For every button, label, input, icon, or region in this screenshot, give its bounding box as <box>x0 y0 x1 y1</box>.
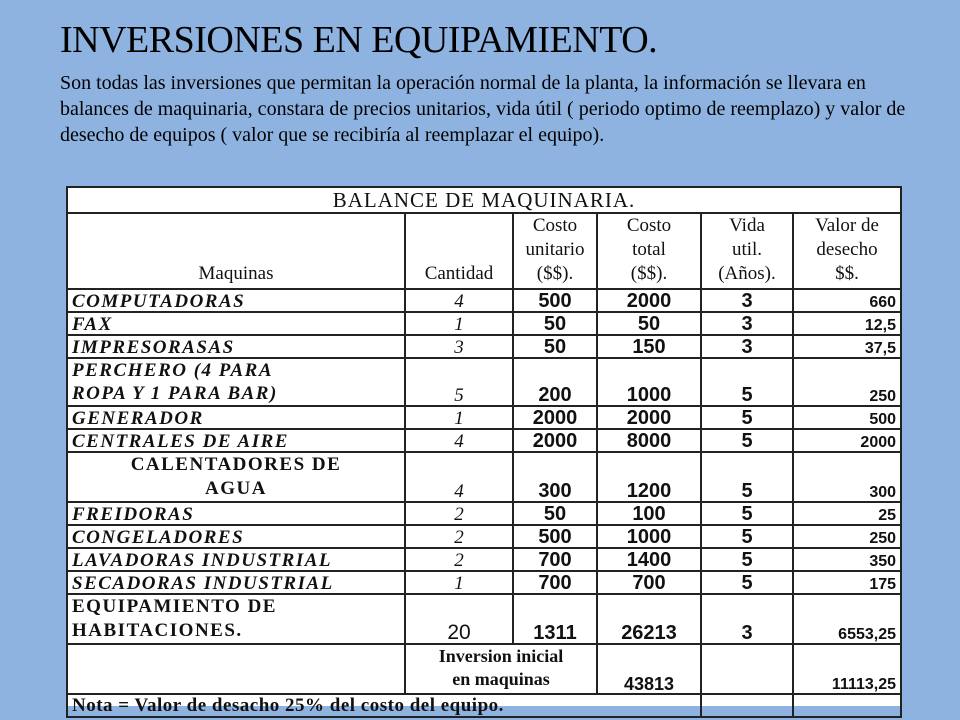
page-title: INVERSIONES EN EQUIPAMIENTO. <box>60 19 658 61</box>
total-cost-cell: 1000 <box>597 358 701 406</box>
salvage-value-cell: 500 <box>793 406 901 429</box>
salvage-value-cell: 12,5 <box>793 312 901 335</box>
quantity-cell: 2 <box>405 548 513 571</box>
useful-life-cell: 5 <box>701 571 793 594</box>
unit-cost-cell: 700 <box>513 548 597 571</box>
summary-empty-cell <box>701 644 793 694</box>
unit-cost-cell: 50 <box>513 502 597 525</box>
header-line: ($$). <box>630 263 668 284</box>
unit-cost-cell: 200 <box>513 358 597 406</box>
header-maquinas: Maquinas <box>67 213 405 289</box>
machine-name <box>67 594 405 644</box>
useful-life-cell: 5 <box>701 429 793 452</box>
table-row <box>67 502 901 525</box>
summary-empty-cell <box>67 644 405 694</box>
table-caption: BALANCE DE MAQUINARIA. <box>67 187 901 213</box>
total-cost-cell: 2000 <box>597 406 701 429</box>
quantity-cell: 4 <box>405 452 513 502</box>
unit-cost-cell: 1311 <box>513 594 597 644</box>
table-row <box>67 525 901 548</box>
unit-cost-cell: 2000 <box>513 406 597 429</box>
unit-cost-cell: 2000 <box>513 429 597 452</box>
salvage-value-cell: 175 <box>793 571 901 594</box>
quantity-cell: 5 <box>405 358 513 406</box>
quantity-cell: 4 <box>405 429 513 452</box>
useful-life-cell: 3 <box>701 289 793 312</box>
salvage-value-cell: 6553,25 <box>793 594 901 644</box>
table-row <box>67 571 901 594</box>
salvage-value-cell: 250 <box>793 358 901 406</box>
quantity-cell: 4 <box>405 289 513 312</box>
total-cost-cell: 2000 <box>597 289 701 312</box>
total-cost-cell: 50 <box>597 312 701 335</box>
useful-life-cell: 5 <box>701 358 793 406</box>
description-text: Son todas las inversiones que permitan la operación normal de la planta, la información se llevara en balances de maquinaria, constara de precios unitarios, vida útil ( periodo optimo de reemplazo) y valor de desecho de equipos ( valor que se recibiría al reemplazar el equipo). <box>60 72 906 146</box>
table-row <box>67 312 901 335</box>
header-costo-unitario <box>513 213 597 289</box>
header-line: Valor de <box>815 215 879 236</box>
total-cost-cell: 1200 <box>597 452 701 502</box>
useful-life-cell: 5 <box>701 452 793 502</box>
machine-name: FREIDORAS <box>67 502 405 525</box>
header-line: desecho <box>816 239 878 260</box>
unit-cost-cell: 50 <box>513 335 597 358</box>
machine-name: CENTRALES DE AIRE <box>67 429 405 452</box>
total-cost-cell: 8000 <box>597 429 701 452</box>
table-row <box>67 289 901 312</box>
salvage-value-cell: 300 <box>793 452 901 502</box>
useful-life-cell: 5 <box>701 548 793 571</box>
quantity-cell: 2 <box>405 525 513 548</box>
machine-name-line: EQUIPAMIENTO DE <box>72 596 277 617</box>
machine-name: GENERADOR <box>67 406 405 429</box>
machine-name-line: AGUA <box>205 478 267 499</box>
note-empty-cell <box>701 694 793 717</box>
total-cost-cell: 1400 <box>597 548 701 571</box>
salvage-value-cell: 660 <box>793 289 901 312</box>
quantity-cell: 3 <box>405 335 513 358</box>
machine-name-line: HABITACIONES. <box>72 620 243 641</box>
header-line: ($$). <box>536 263 574 284</box>
unit-cost-cell: 300 <box>513 452 597 502</box>
salvage-value-cell: 250 <box>793 525 901 548</box>
header-line: util. <box>731 239 763 260</box>
machine-name: FAX <box>67 312 405 335</box>
unit-cost-cell: 500 <box>513 525 597 548</box>
header-valor-desecho <box>793 213 901 289</box>
total-cost-cell: 100 <box>597 502 701 525</box>
header-line: total <box>632 239 666 260</box>
summary-total-cost: 43813 <box>597 644 701 694</box>
header-costo-total <box>597 213 701 289</box>
machine-name-line: CALENTADORES DE <box>130 454 342 475</box>
quantity-cell: 1 <box>405 406 513 429</box>
table-row <box>67 548 901 571</box>
useful-life-cell: 3 <box>701 594 793 644</box>
table-row <box>67 406 901 429</box>
total-cost-cell: 1000 <box>597 525 701 548</box>
salvage-value-cell: 37,5 <box>793 335 901 358</box>
table-row <box>67 429 901 452</box>
salvage-value-cell: 350 <box>793 548 901 571</box>
table-note: Nota = Valor de desacho 25% del costo del equipo. <box>67 694 701 717</box>
machine-name: IMPRESORASAS <box>67 335 405 358</box>
salvage-value-cell: 2000 <box>793 429 901 452</box>
header-cantidad: Cantidad <box>405 213 513 289</box>
table-row <box>67 335 901 358</box>
quantity-cell: 1 <box>405 312 513 335</box>
note-row <box>67 694 901 717</box>
total-cost-cell: 700 <box>597 571 701 594</box>
header-line: Costo <box>532 215 578 236</box>
machine-name <box>67 358 405 406</box>
machinery-balance-table <box>66 186 900 716</box>
useful-life-cell: 5 <box>701 502 793 525</box>
machine-name: COMPUTADORAS <box>67 289 405 312</box>
salvage-value-cell: 25 <box>793 502 901 525</box>
header-line: (Años). <box>718 263 776 284</box>
note-empty-cell <box>793 694 901 717</box>
summary-label-line: en maquinas <box>452 669 550 689</box>
summary-row <box>67 644 901 694</box>
header-vida-util <box>701 213 793 289</box>
summary-label <box>405 644 597 694</box>
machine-name-line: PERCHERO (4 PARA <box>72 360 274 381</box>
header-line: $$. <box>835 263 859 284</box>
quantity-cell: 2 <box>405 502 513 525</box>
header-line: unitario <box>525 239 585 260</box>
useful-life-cell: 5 <box>701 525 793 548</box>
summary-salvage-total: 11113,25 <box>793 644 901 694</box>
machine-name: LAVADORAS INDUSTRIAL <box>67 548 405 571</box>
machine-name <box>67 452 405 502</box>
unit-cost-cell: 50 <box>513 312 597 335</box>
unit-cost-cell: 500 <box>513 289 597 312</box>
useful-life-cell: 3 <box>701 312 793 335</box>
table-row <box>67 358 901 406</box>
unit-cost-cell: 700 <box>513 571 597 594</box>
machine-name: CONGELADORES <box>67 525 405 548</box>
machine-name: SECADORAS INDUSTRIAL <box>67 571 405 594</box>
total-cost-cell: 26213 <box>597 594 701 644</box>
total-cost-cell: 150 <box>597 335 701 358</box>
header-line: Vida <box>729 215 765 236</box>
useful-life-cell: 5 <box>701 406 793 429</box>
machine-name-line: ROPA Y 1 PARA BAR) <box>72 383 278 404</box>
quantity-cell: 20 <box>405 594 513 644</box>
summary-label-line: Inversion inicial <box>438 646 564 666</box>
quantity-cell: 1 <box>405 571 513 594</box>
useful-life-cell: 3 <box>701 335 793 358</box>
table-row <box>67 594 901 644</box>
table-row <box>67 452 901 502</box>
header-line: Costo <box>626 215 672 236</box>
